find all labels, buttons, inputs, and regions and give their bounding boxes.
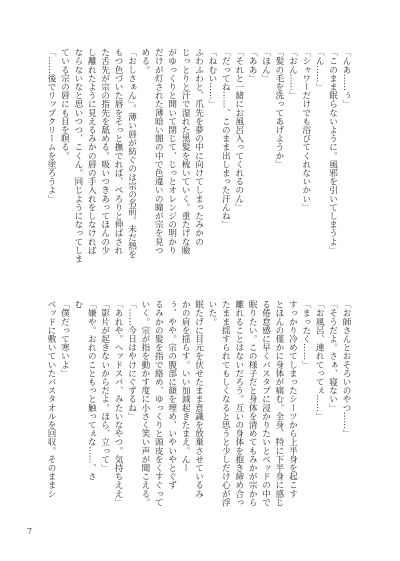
text-line: 「まったく……」 bbox=[300, 300, 311, 369]
text-line: る倦怠感に早くバスタブに浸かりたいとベッドの中で bbox=[260, 300, 271, 507]
text-line: 「嫌や。おれのこともっと触ってぇな……、さ bbox=[86, 300, 97, 481]
text-line: し離れたように見えるみかの唇の手入れをしなければ bbox=[86, 48, 97, 255]
text-line: ベッドに敷いていたバスタオルを回収。そのままシ bbox=[46, 300, 57, 498]
text-line: ならないなと思いつつ、こくん。同じようになってしま bbox=[72, 48, 83, 263]
text-line: 「僕だって寒いよ」 bbox=[59, 300, 70, 378]
page-number: 7 bbox=[27, 527, 33, 536]
text-line: 「ほん」 bbox=[260, 48, 271, 83]
text-line: いた。 bbox=[206, 300, 217, 326]
text-line: 眠りたい。この様子だと身体を清めてもみかが宗から bbox=[247, 300, 258, 507]
text-line: すっかり冷めてしまったシーツから上半身を起こす bbox=[287, 300, 298, 498]
text-line: ぅ、やや。宗の腹部に顔を埋め、いやいやとぐず bbox=[166, 300, 177, 490]
text-line: 「ねむい……」 bbox=[206, 48, 217, 109]
text-line: ふわふわと、爪先を夢の中に向けてしまったみかの bbox=[193, 48, 204, 246]
upper-text-block bbox=[30, 48, 352, 266]
text-line: 離れることはないだろう。互いの身体を抱き締め合っ bbox=[233, 300, 244, 507]
text-line: だけが灯された薄暗い闇の中で色違いの瞳が宗を見つ bbox=[153, 48, 164, 255]
text-line: 「髪の毛を洗ってあげようか」 bbox=[273, 48, 284, 169]
text-line: 「……今日はやけにぐずるね」 bbox=[126, 300, 137, 421]
text-line: るみかの髪を指で絡め、ゆっくりと頭皮をくすぐって bbox=[153, 300, 164, 507]
text-line: 「あれや。ヘッドスパ、みたいなやつ。気持ちええ」 bbox=[113, 300, 124, 507]
text-line: もつ色づいた唇をそっと撫でれば、ぺろりと伸ばされ bbox=[113, 48, 124, 255]
text-line: 「お風呂、連れてってぇ……」 bbox=[314, 300, 325, 421]
text-line: た舌先が宗の指先を舐める。吸いつきあってほんの少 bbox=[99, 48, 110, 255]
text-line: かの肩を揺らす。いい加減起きたまえ。んー bbox=[180, 300, 191, 472]
lower-text-block bbox=[30, 300, 352, 518]
text-line: 「このまま眠らないように。風邪を引いてしまうよ」 bbox=[327, 48, 338, 255]
text-line: じっとりと汗で湿れた黒髪を梳いていく。重たげな瞼 bbox=[180, 48, 191, 255]
text-line: 「だってね……、このまま出しまった汗んね」 bbox=[220, 48, 231, 229]
text-line: 「シャワーだけでも浴びてくれないかい」 bbox=[300, 48, 311, 212]
text-line: める。 bbox=[139, 48, 150, 74]
text-line: 「おしさぁん」。薄い唇が紡ぐのは宗の名前。未だ熱を bbox=[126, 48, 137, 259]
text-line: がゆっくりと開いて閉じて、じっとオレンジの明かり bbox=[166, 48, 177, 255]
text-line: とほんの僅かに身体が痛む。全身、特に下半身に感じ bbox=[273, 300, 284, 507]
text-line: 「……後でリップクリームを塗ろうよ」 bbox=[46, 48, 57, 203]
text-line: 「そうだよ。さぁ、寝ない」 bbox=[327, 300, 338, 412]
text-line: 「ああ」 bbox=[247, 48, 258, 83]
text-line: 「んあ……ぅ」 bbox=[341, 48, 351, 109]
text-line: 「お師さんとおそろいのやつ……」 bbox=[341, 300, 351, 438]
text-line: 「影片が起きないからだよ。ほら、立って」 bbox=[99, 300, 110, 472]
text-line: ている宗の唇にも目を瞑る。 bbox=[59, 48, 70, 160]
text-line: たまま揺すられてもしくなると思うと少しだけ心が浮 bbox=[220, 300, 231, 507]
text-line: 眠たげに目元を伏せたまま意識を放棄させているみ bbox=[193, 300, 204, 498]
text-line: 「ん……」 bbox=[314, 48, 325, 91]
text-line: む bbox=[72, 300, 83, 309]
text-line: 「おん……」 bbox=[287, 48, 298, 100]
text-line: いく。宗が指を動かす度に小さく笑い声が聞こえる。 bbox=[139, 300, 150, 507]
text-line: 「それと一緒にお風呂入ってくれるのん」 bbox=[233, 48, 244, 212]
